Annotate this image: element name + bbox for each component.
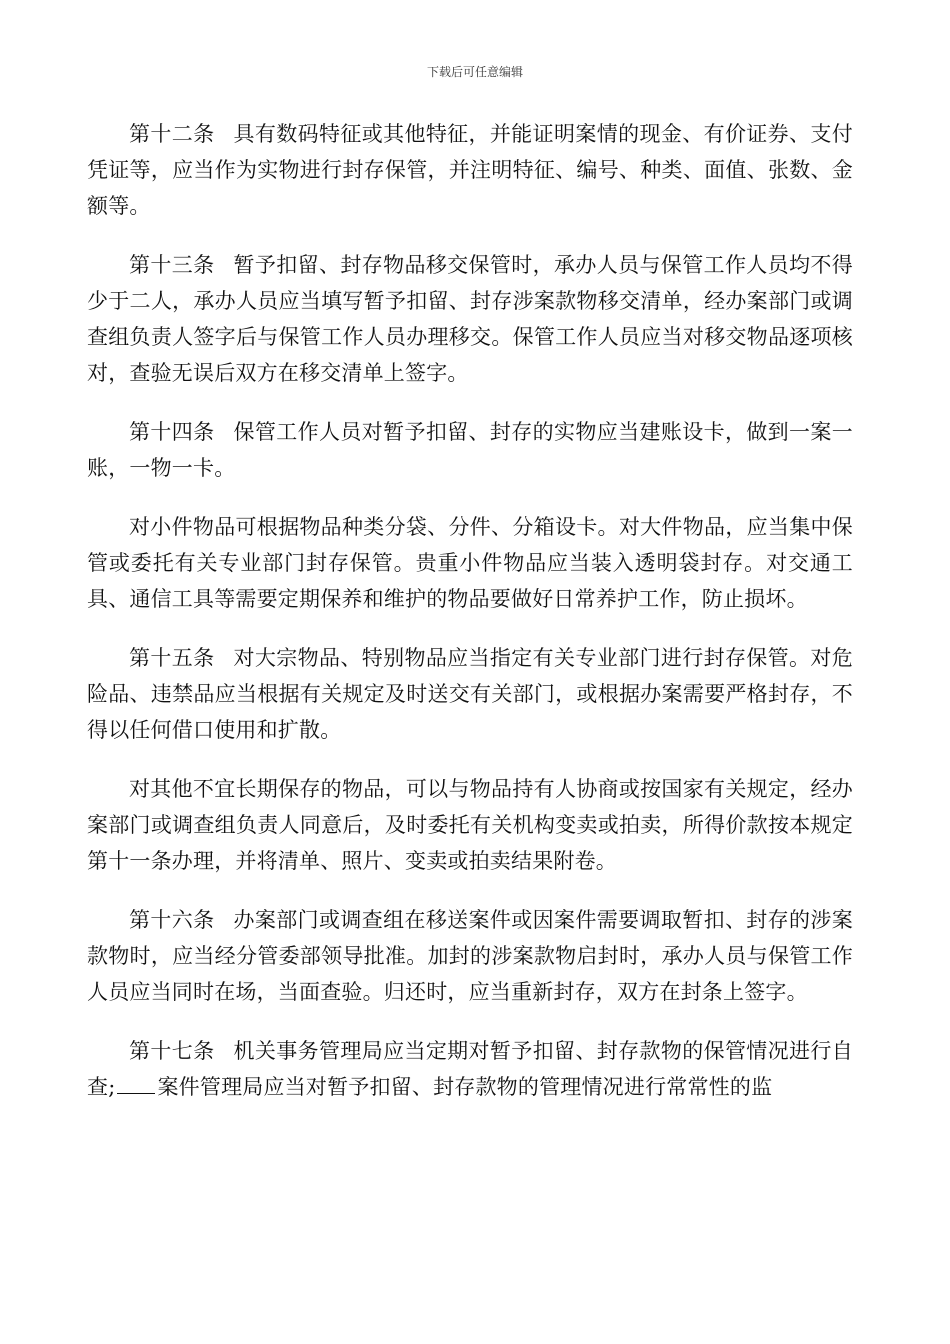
article-text: 办案部门或调查组在移送案件或因案件需要调取暂扣、封存的涉案款物时，应当经分管委部领导批准。加封的涉案款物启封时，承办人员与保管工作人员应当同时在场，当面查验。归还时，应当重新封存，双方在封条上签字。	[87, 908, 853, 1004]
underline-blank	[117, 1092, 155, 1094]
perishable-items-paragraph	[87, 771, 853, 879]
article-number: 第十五条	[129, 646, 215, 670]
article-text: 暂予扣留、封存物品移交保管时，承办人员与保管工作人员均不得少于二人，承办人员应当填写暂予扣留、封存涉案款物移交清单，经办案部门或调查组负责人签字后与保管工作人员办理移交。保管工作人员应当对移交物品逐项核对，查验无误后双方在移交清单上签字。	[87, 253, 853, 385]
article-number: 第十六条	[129, 908, 215, 932]
article-16-paragraph	[87, 902, 853, 1010]
document-body	[87, 116, 853, 1105]
paragraph-text: 对小件物品可根据物品种类分袋、分件、分箱设卡。对大件物品，应当集中保管或委托有关专业部门封存保管。贵重小件物品应当装入透明袋封存。对交通工具、通信工具等需要定期保养和维护的物品要做好日常养护工作，防止损坏。	[87, 515, 853, 611]
article-17-paragraph	[87, 1033, 853, 1105]
article-text: 对大宗物品、特别物品应当指定有关专业部门进行封存保管。对危险品、违禁品应当根据有关规定及时送交有关部门，或根据办案需要严格封存，不得以任何借口使用和扩散。	[87, 646, 853, 742]
article-text: 具有数码特征或其他特征，并能证明案情的现金、有价证券、支付凭证等，应当作为实物进行封存保管，并注明特征、编号、种类、面值、张数、金额等。	[87, 122, 853, 218]
article-text: 保管工作人员对暂予扣留、封存的实物应当建账设卡，做到一案一账，一物一卡。	[87, 420, 853, 480]
article-13-paragraph	[87, 247, 853, 391]
article-number: 第十三条	[129, 253, 215, 277]
article-15-paragraph	[87, 640, 853, 748]
paragraph-text: 对其他不宜长期保存的物品，可以与物品持有人协商或按国家有关规定，经办案部门或调查组负责人同意后，及时委托有关机构变卖或拍卖，所得价款按本规定第十一条办理，并将清单、照片、变卖或拍卖结果附卷。	[87, 777, 853, 873]
article-text: 机关事务管理局应当定期对暂予扣留、封存款物的保管情况进行自查;	[87, 1039, 853, 1099]
article-number: 第十二条	[129, 122, 215, 146]
article-12-paragraph	[87, 116, 853, 224]
small-items-paragraph	[87, 509, 853, 617]
article-number: 第十七条	[129, 1039, 215, 1063]
article-number: 第十四条	[129, 420, 215, 444]
article-14-paragraph	[87, 414, 853, 486]
page-header: 下载后可任意编辑	[426, 65, 523, 79]
article-text-continued: 案件管理局应当对暂予扣留、封存款物的管理情况进行常常性的监	[157, 1075, 773, 1099]
